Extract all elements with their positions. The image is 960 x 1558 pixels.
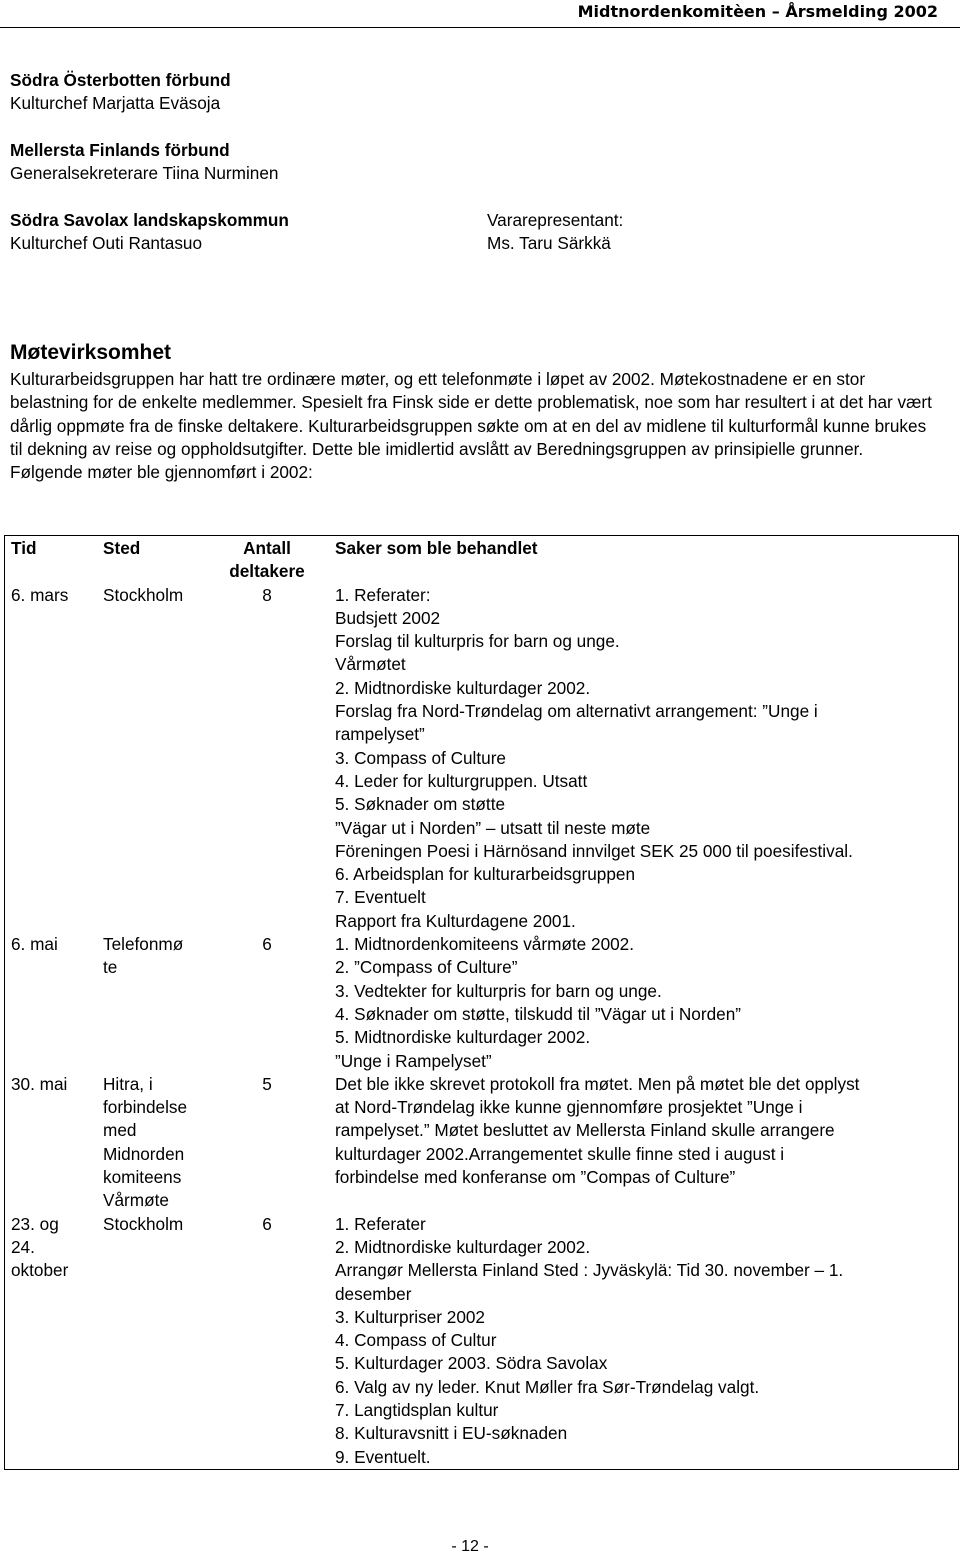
sak-line: 1. Midtnordenkomiteens vårmøte 2002. [335,934,635,955]
sak-line: Forslag fra Nord-Trøndelag om alternativt arrangement: ”Unge i [335,701,818,722]
sak-line: 3. Compass of Culture [335,747,506,768]
header-saker: Saker som ble behandlet [335,538,538,558]
cell-sted [103,1073,213,1213]
member-1 [10,69,938,116]
sted-line: Telefonmø [103,934,184,955]
table-row [5,1213,959,1470]
tid-line: 6. mars [11,584,69,605]
header-antall [213,536,321,584]
sted-line: Stockholm [103,1213,184,1234]
meetings-table [4,535,959,1470]
sak-line: 1. Referater [335,1213,426,1234]
sak-line: 6. Arbeidsplan for kulturarbeidsgruppen [335,864,636,885]
deputy-label: Vararepresentant: [487,210,624,230]
cell-sted [103,584,213,933]
section-body: Kulturarbeidsgruppen har hatt tre ordinære møter, og ett telefonmøte i løpet av 2002. Møtekostnadene er en stor belastning for de enkelte medlemmer. Spesielt fra Finsk side er dette problematisk, noe som har resultert i at det har vært dårlig oppmøte fra de finske deltakere. Kulturarbeidsgruppen søkte om at en del av midlene til kulturformål kunne brukes til dekning av reise og oppholdsutgifter. Dette ble imidlertid avslått av Beredningsgruppen av prinsipielle grunner. [10,369,932,459]
sted-line: Stockholm [103,584,184,605]
sak-line: Forslag til kulturpris for barn og unge. [335,631,620,652]
header-title: Midtnordenkomitèen – Årsmelding 2002 [577,2,938,21]
cell-antall: 6 [262,1213,272,1234]
sted-line: komiteens [103,1167,182,1188]
sted-line: te [103,957,118,978]
cell-antall: 6 [262,934,272,955]
sak-line: 4. Leder for kulturgruppen. Utsatt [335,770,588,791]
member-person: Generalsekreterare Tiina Nurminen [10,163,279,184]
sak-line: Det ble ikke skrevet protokoll fra møtet. Men på møtet ble det opplyst [335,1073,860,1094]
sak-line: 4. Søknader om støtte, tilskudd til ”Vägar ut i Norden” [335,1003,741,1024]
sak-line: forbindelse med konferanse om ”Compas of Culture” [335,1167,736,1188]
sak-line: Rapport fra Kulturdagene 2001. [335,910,576,931]
sak-line: 6. Valg av ny leder. Knut Møller fra Sør-Trøndelag valgt. [335,1376,760,1397]
section-intro: Følgende møter ble gjennomført i 2002: [10,462,313,483]
header-antall-2: deltakere [229,561,305,582]
sted-line: Vårmøte [103,1190,169,1211]
cell-saker [321,933,959,1073]
member-person: Kulturchef Outi Rantasuo [10,233,203,254]
table-header-row [5,536,959,584]
cell-antall: 8 [262,584,272,605]
sak-line: 7. Eventuelt [335,887,426,908]
sak-line: Föreningen Poesi i Härnösand innvilget SEK 25 000 til poesifestival. [335,840,853,861]
sak-line: 5. Midtnordiske kulturdager 2002. [335,1027,591,1048]
cell-saker [321,584,959,933]
table-row [5,933,959,1073]
sak-line: 1. Referater: [335,584,431,605]
sak-line: ”Vägar ut i Norden” – utsatt til neste møte [335,817,651,838]
sted-line: med [103,1120,137,1141]
sted-line: Hitra, i [103,1073,153,1094]
cell-tid [5,1073,104,1213]
sak-line: 8. Kulturavsnitt i EU-søknaden [335,1423,568,1444]
sak-line: rampelyset.” Møtet besluttet av Mellersta Finland skulle arrangere [335,1120,835,1141]
member-org: Södra Savolax landskapskommun [10,210,289,230]
running-header [0,0,960,28]
header-antall-1: Antall [243,538,291,558]
sak-line: Vårmøtet [335,654,406,675]
cell-tid [5,584,104,933]
section-heading: Møtevirksomhet [10,341,172,364]
sak-line: kulturdager 2002.Arrangementet skulle finne sted i august i [335,1143,785,1164]
header-tid: Tid [11,538,37,558]
member-person: Kulturchef Marjatta Eväsoja [10,93,221,114]
sak-line: Arrangør Mellersta Finland Sted : Jyväskylä: Tid 30. november – 1. [335,1260,844,1281]
member-2 [10,139,938,186]
member-org: Mellersta Finlands förbund [10,140,230,160]
cell-sted [103,933,213,1073]
sak-line: 9. Eventuelt. [335,1446,431,1467]
sak-line: 3. Vedtekter for kulturpris for barn og unge. [335,980,662,1001]
sak-line: at Nord-Trøndelag ikke kunne gjennomføre prosjektet ”Unge i [335,1097,803,1118]
tid-line: 23. og [11,1213,59,1234]
table-row [5,584,959,933]
header-sted: Sted [103,538,141,558]
cell-antall: 5 [262,1073,272,1094]
tid-line: oktober [11,1260,69,1281]
sak-line: ”Unge i Rampelyset” [335,1050,492,1071]
sak-line: 5. Søknader om støtte [335,794,506,815]
sak-line: 2. ”Compass of Culture” [335,957,518,978]
tid-line: 30. mai [11,1073,68,1094]
table-row [5,1073,959,1213]
cell-saker [321,1213,959,1470]
deputy-name: Ms. Taru Särkkä [487,233,611,253]
sak-line: 2. Midtnordiske kulturdager 2002. [335,677,591,698]
sak-line: Budsjett 2002 [335,607,441,628]
cell-tid [5,1213,104,1470]
sak-line: 3. Kulturpriser 2002 [335,1306,485,1327]
sak-line: 5. Kulturdager 2003. Södra Savolax [335,1353,608,1374]
sak-line: 2. Midtnordiske kulturdager 2002. [335,1236,591,1257]
cell-saker [321,1073,959,1213]
tid-line: 24. [11,1236,35,1257]
sted-line: Midnorden [103,1143,185,1164]
sted-line: forbindelse [103,1097,188,1118]
member-3 [10,209,938,256]
sak-line: rampelyset” [335,724,425,745]
cell-tid [5,933,104,1073]
member-org: Södra Österbotten förbund [10,70,231,90]
sak-line: desember [335,1283,412,1304]
sak-line: 4. Compass of Cultur [335,1330,497,1351]
sak-line: 7. Langtidsplan kultur [335,1399,499,1420]
page-number: - 12 - [451,1538,489,1555]
cell-sted [103,1213,213,1470]
tid-line: 6. mai [11,934,58,955]
meetings-section [10,340,938,484]
